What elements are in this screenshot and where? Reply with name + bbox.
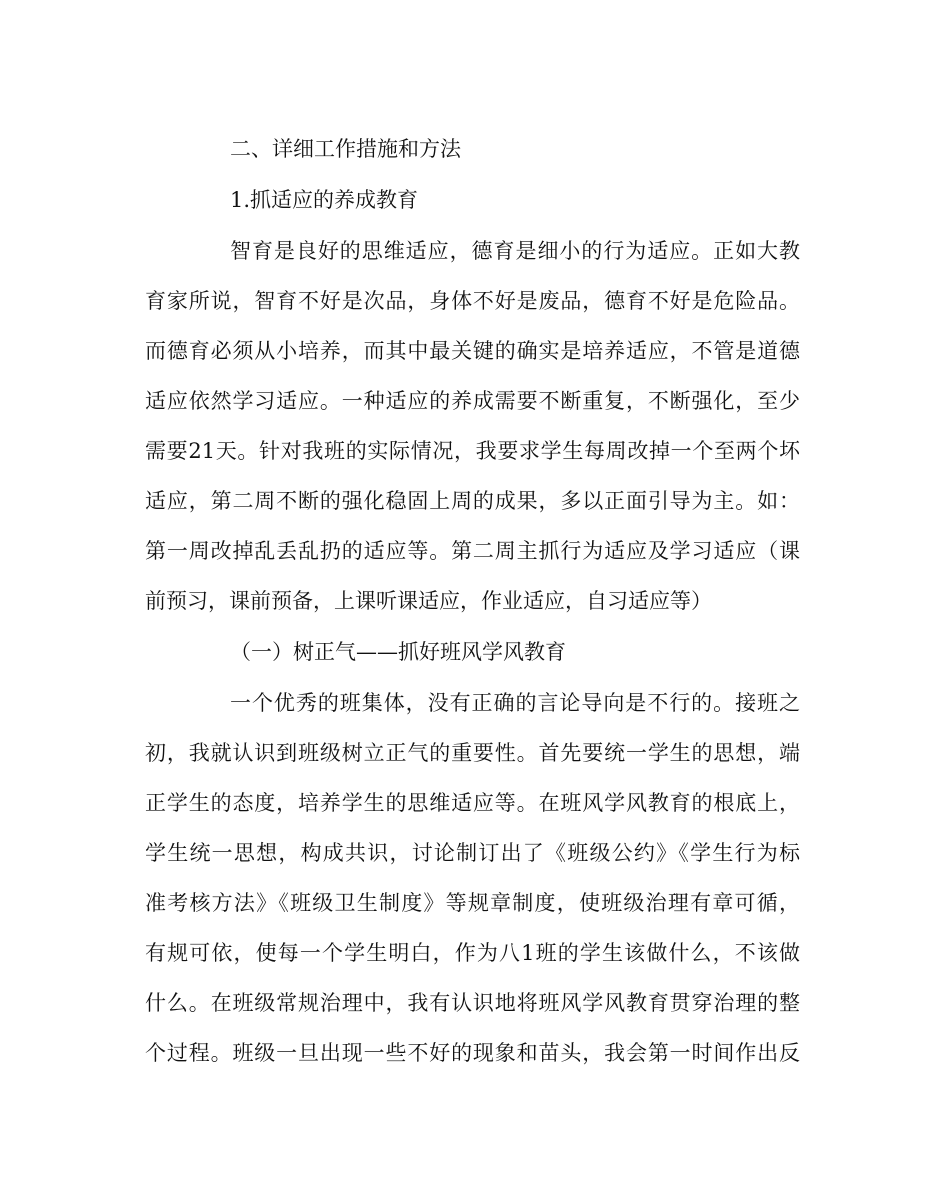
paragraph-line: 前预习，课前预备，上课听课适应，作业适应，自习适应等） — [145, 589, 712, 613]
paragraph-line: 育家所说，智育不好是次品，身体不好是废品，德育不好是危险品。 — [145, 289, 800, 313]
section-heading: 二、详细工作措施和方法 — [230, 137, 461, 161]
section-subheading: （一）树正气——抓好班风学风教育 — [230, 640, 566, 664]
paragraph-line: 有规可依，使每一个学生明白，作为八1班的学生该做什么，不该做 — [145, 941, 800, 965]
subsection-heading: 1.抓适应的养成教育 — [230, 188, 419, 212]
paragraph-line: 需要21天。针对我班的实际情况，我要求学生每周改掉一个至两个坏 — [145, 439, 800, 463]
paragraph-line: 适应，第二周不断的强化稳固上周的成果，多以正面引导为主。如： — [145, 489, 800, 513]
paragraph-line: 适应依然学习适应。一种适应的养成需要不断重复，不断强化，至少 — [145, 389, 800, 413]
paragraph-line: 智育是良好的思维适应，德育是细小的行为适应。正如大教 — [230, 239, 800, 263]
paragraph-line: 第一周改掉乱丢乱扔的适应等。第二周主抓行为适应及学习适应（课 — [145, 539, 800, 563]
paragraph-line: 学生统一思想，构成共识，讨论制订出了《班级公约》《学生行为标 — [145, 841, 800, 865]
paragraph-line: 个过程。班级一旦出现一些不好的现象和苗头，我会第一时间作出反 — [145, 1041, 800, 1065]
paragraph-line: 准考核方法》《班级卫生制度》等规章制度，使班级治理有章可循， — [145, 891, 800, 915]
paragraph-line: 什么。在班级常规治理中，我有认识地将班风学风教育贯穿治理的整 — [145, 991, 800, 1015]
paragraph-line: 初，我就认识到班级树立正气的重要性。首先要统一学生的思想，端 — [145, 741, 800, 765]
paragraph-line: 一个优秀的班集体，没有正确的言论导向是不行的。接班之 — [230, 691, 800, 715]
paragraph-line: 而德育必须从小培养，而其中最关键的确实是培养适应，不管是道德 — [145, 339, 800, 363]
paragraph-line: 正学生的态度，培养学生的思维适应等。在班风学风教育的根底上， — [145, 791, 800, 815]
